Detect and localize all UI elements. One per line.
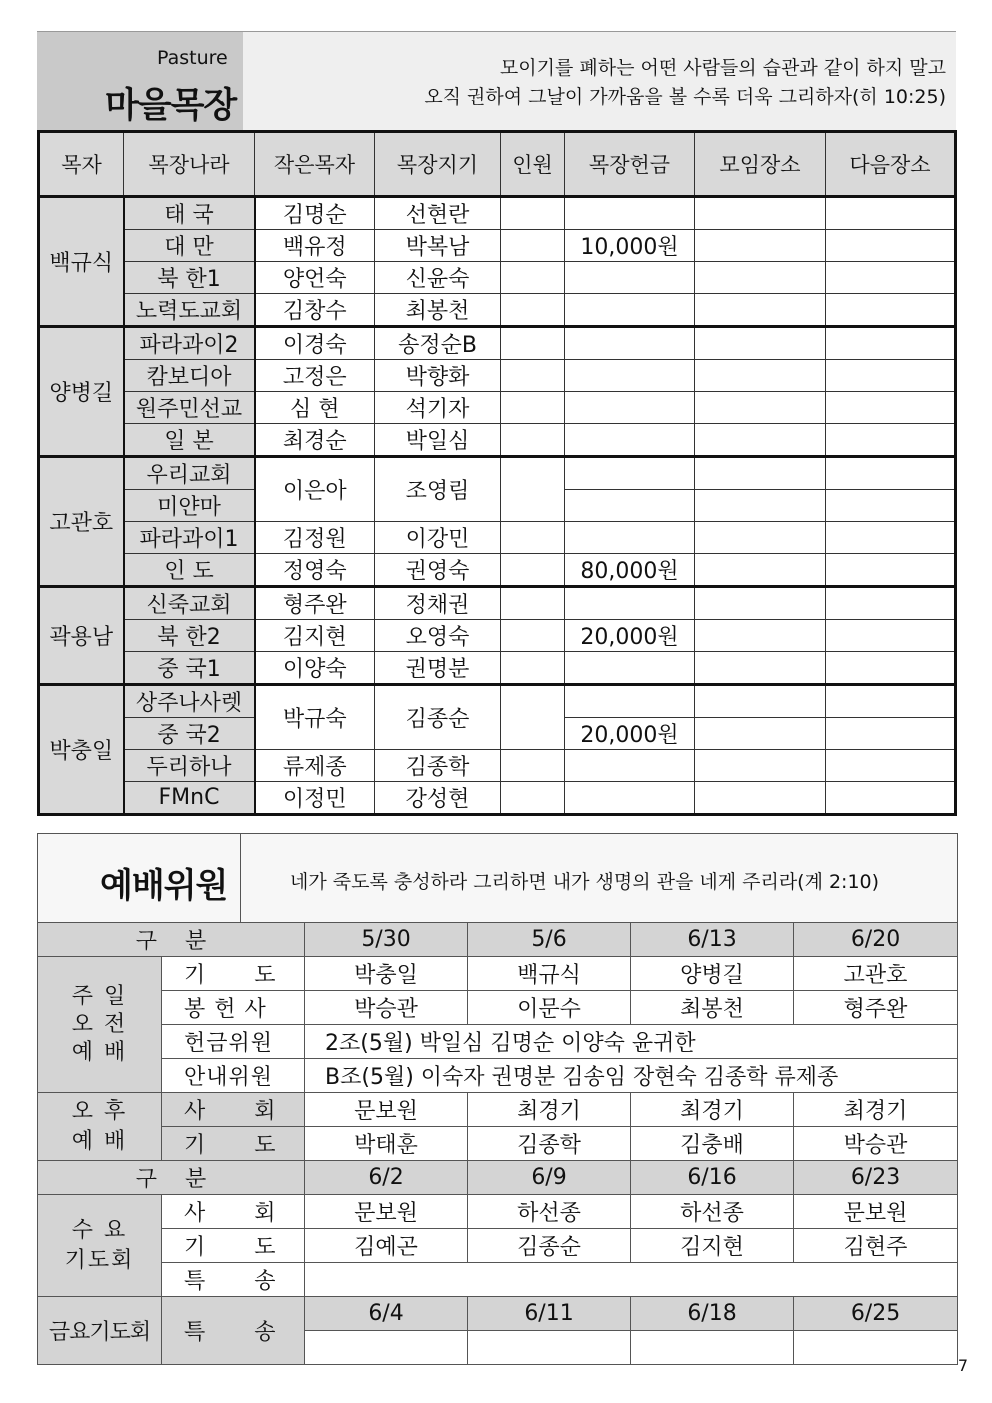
sunday-offertory: 박승관 [305, 991, 468, 1025]
meeting-place [695, 327, 826, 360]
country-name: 중 국1 [124, 652, 255, 685]
pasture-verse [424, 54, 946, 112]
pasture-row [39, 360, 956, 392]
worship-table [37, 922, 958, 1365]
guide-committee: B조(5월) 이숙자 권명분 김송임 장현숙 김종학 류제종 [305, 1059, 958, 1093]
wed-special-row [38, 1263, 958, 1297]
offering-amount: 80,000원 [565, 554, 695, 587]
pasture-row [39, 230, 956, 262]
country-name: 노력도교회 [124, 294, 255, 327]
offering-amount [565, 360, 695, 392]
pasture-row [39, 392, 956, 424]
next-place [826, 392, 956, 424]
pasture-label-box [37, 32, 243, 131]
next-place [826, 327, 956, 360]
meeting-place [695, 652, 826, 685]
wed-date: 6/2 [305, 1161, 468, 1195]
country-name: 대 만 [124, 230, 255, 262]
offering-amount [565, 294, 695, 327]
wed-special-empty [305, 1263, 958, 1297]
small-shepherd: 심 현 [255, 392, 375, 424]
pasture-row [39, 522, 956, 554]
pasture-header [37, 31, 956, 131]
offering-amount [565, 685, 695, 718]
pasture-keeper: 오영숙 [375, 620, 501, 652]
fri-value-empty [468, 1331, 631, 1365]
pasture-header-row [39, 132, 956, 197]
country-name: 북 한2 [124, 620, 255, 652]
pm-host: 최경기 [631, 1093, 794, 1127]
wed-prayer: 김예곤 [305, 1229, 468, 1263]
small-shepherd: 이양숙 [255, 652, 375, 685]
pasture-keeper: 권영숙 [375, 554, 501, 587]
wed-host: 하선종 [631, 1195, 794, 1229]
sunday-offertory: 이문수 [468, 991, 631, 1025]
column-header: 작은목자 [255, 132, 375, 197]
guide-committee-label: 안내위원 [162, 1059, 305, 1093]
sunday-date-row [38, 923, 958, 957]
country-name: 신죽교회 [124, 587, 255, 620]
meeting-place [695, 718, 826, 750]
wed-host: 문보원 [305, 1195, 468, 1229]
fri-value-empty [794, 1331, 958, 1365]
worship-header [37, 833, 958, 924]
column-header: 목자 [39, 132, 124, 197]
country-name: 캄보디아 [124, 360, 255, 392]
wed-date: 6/23 [794, 1161, 958, 1195]
offering-amount: 20,000원 [565, 620, 695, 652]
meeting-place [695, 620, 826, 652]
next-place [826, 718, 956, 750]
small-shepherd: 고정은 [255, 360, 375, 392]
pasture-keeper: 조영림 [375, 457, 501, 522]
pasture-keeper: 박일심 [375, 424, 501, 457]
pasture-keeper: 박복남 [375, 230, 501, 262]
small-shepherd: 이정민 [255, 782, 375, 815]
sunday-offertory: 형주완 [794, 991, 958, 1025]
pasture-keeper: 선현란 [375, 197, 501, 230]
leader-name: 양병길 [39, 327, 124, 457]
wed-date-row [38, 1161, 958, 1195]
next-place [826, 230, 956, 262]
pasture-row [39, 620, 956, 652]
sunday-date: 6/13 [631, 923, 794, 957]
column-header: 모임장소 [695, 132, 826, 197]
fri-date: 6/11 [468, 1297, 631, 1331]
sunday-date: 5/30 [305, 923, 468, 957]
small-shepherd: 정영숙 [255, 554, 375, 587]
offering-amount: 20,000원 [565, 718, 695, 750]
country-name: 일 본 [124, 424, 255, 457]
sunday-date: 5/6 [468, 923, 631, 957]
wed-prayer: 김지현 [631, 1229, 794, 1263]
sunday-prayer: 박충일 [305, 957, 468, 991]
meeting-place [695, 587, 826, 620]
pasture-row [39, 424, 956, 457]
member-count [501, 587, 565, 620]
meeting-place [695, 424, 826, 457]
guide-committee-row [38, 1059, 958, 1093]
country-name: 북 한1 [124, 262, 255, 294]
pm-prayer: 김종학 [468, 1127, 631, 1161]
wed-host: 하선종 [468, 1195, 631, 1229]
wed-label: 수 요 기도회 [38, 1195, 162, 1297]
offering-amount [565, 262, 695, 294]
member-count [501, 424, 565, 457]
offering-amount [565, 750, 695, 782]
leader-name: 곽용남 [39, 587, 124, 685]
meeting-place [695, 294, 826, 327]
country-name: 인 도 [124, 554, 255, 587]
sunday-prayer: 양병길 [631, 957, 794, 991]
pasture-row [39, 587, 956, 620]
pasture-verse-line1: 모이기를 폐하는 어떤 사람들의 습관과 같이 하지 말고 [499, 57, 946, 79]
small-shepherd: 김지현 [255, 620, 375, 652]
country-name: 우리교회 [124, 457, 255, 490]
meeting-place [695, 392, 826, 424]
gubun-label: 구 분 [38, 923, 305, 957]
member-count [501, 262, 565, 294]
meeting-place [695, 230, 826, 262]
meeting-place [695, 685, 826, 718]
pasture-row [39, 197, 956, 230]
offertory-label: 봉 헌 사 [162, 991, 305, 1025]
member-count [501, 197, 565, 230]
pasture-keeper: 신윤숙 [375, 262, 501, 294]
pm-prayer: 김충배 [631, 1127, 794, 1161]
small-shepherd: 박규숙 [255, 685, 375, 750]
small-shepherd: 양언숙 [255, 262, 375, 294]
country-name: 미얀마 [124, 490, 255, 522]
pasture-keeper: 김종순 [375, 685, 501, 750]
next-place [826, 554, 956, 587]
small-shepherd: 이경숙 [255, 327, 375, 360]
next-place [826, 424, 956, 457]
country-name: 파라과이2 [124, 327, 255, 360]
offering-amount [565, 522, 695, 554]
pasture-label-ko: 마을목장 [105, 86, 237, 126]
meeting-place [695, 360, 826, 392]
small-shepherd: 김명순 [255, 197, 375, 230]
prayer-label: 기 도 [162, 1127, 305, 1161]
next-place [826, 262, 956, 294]
sunday-offertory: 최봉천 [631, 991, 794, 1025]
worship-verse: 네가 죽도록 충성하라 그리하면 내가 생명의 관을 네게 주리라(계 2:10) [290, 871, 880, 893]
country-name: 원주민선교 [124, 392, 255, 424]
next-place [826, 685, 956, 718]
member-count [501, 327, 565, 360]
pasture-keeper: 김종학 [375, 750, 501, 782]
column-header: 목장나라 [124, 132, 255, 197]
next-place [826, 360, 956, 392]
meeting-place [695, 197, 826, 230]
meeting-place [695, 782, 826, 815]
sunday-pm-label: 오 후 예 배 [38, 1093, 162, 1161]
meeting-place [695, 554, 826, 587]
pasture-row [39, 652, 956, 685]
pm-prayer-row [38, 1127, 958, 1161]
pasture-row [39, 685, 956, 718]
pasture-keeper: 석기자 [375, 392, 501, 424]
pasture-keeper: 이강민 [375, 522, 501, 554]
offering-amount [565, 587, 695, 620]
small-shepherd: 이은아 [255, 457, 375, 522]
pasture-row [39, 294, 956, 327]
next-place [826, 620, 956, 652]
fri-date: 6/4 [305, 1297, 468, 1331]
worship-label-ko: 예배위원 [100, 866, 228, 906]
member-count [501, 750, 565, 782]
wed-prayer: 김종순 [468, 1229, 631, 1263]
pm-host: 최경기 [468, 1093, 631, 1127]
small-shepherd: 백유정 [255, 230, 375, 262]
offering-amount [565, 392, 695, 424]
pm-host-row [38, 1093, 958, 1127]
member-count [501, 230, 565, 262]
pasture-keeper: 권명분 [375, 652, 501, 685]
sunday-prayer: 고관호 [794, 957, 958, 991]
pm-prayer: 박태훈 [305, 1127, 468, 1161]
country-name: FMnC [124, 782, 255, 815]
country-name: 중 국2 [124, 718, 255, 750]
offering-committee-row [38, 1025, 958, 1059]
small-shepherd: 류제종 [255, 750, 375, 782]
pasture-row [39, 554, 956, 587]
sunday-am-label: 주 일 오 전 예 배 [38, 957, 162, 1093]
sunday-offertory-row [38, 991, 958, 1025]
pasture-verse-line2: 오직 권하여 그날이 가까움을 볼 수록 더욱 그리하자(히 10:25) [424, 86, 946, 108]
next-place [826, 652, 956, 685]
column-header: 인원 [501, 132, 565, 197]
wed-date: 6/9 [468, 1161, 631, 1195]
next-place [826, 457, 956, 490]
offering-amount [565, 424, 695, 457]
offering-amount [565, 782, 695, 815]
meeting-place [695, 750, 826, 782]
small-shepherd: 형주완 [255, 587, 375, 620]
worship-label-box [38, 834, 241, 923]
offering-amount [565, 457, 695, 490]
next-place [826, 587, 956, 620]
host-label: 사 회 [162, 1093, 305, 1127]
member-count [501, 782, 565, 815]
pasture-keeper: 박향화 [375, 360, 501, 392]
meeting-place [695, 490, 826, 522]
sunday-date: 6/20 [794, 923, 958, 957]
fri-date: 6/25 [794, 1297, 958, 1331]
leader-name: 박충일 [39, 685, 124, 815]
member-count [501, 392, 565, 424]
member-count [501, 652, 565, 685]
fri-date-row [38, 1297, 958, 1331]
offering-amount [565, 490, 695, 522]
sunday-prayer: 백규식 [468, 957, 631, 991]
sunday-prayer-row [38, 957, 958, 991]
page-number: 7 [957, 1356, 968, 1375]
next-place [826, 490, 956, 522]
fri-value-empty [631, 1331, 794, 1365]
next-place [826, 294, 956, 327]
member-count [501, 457, 565, 522]
meeting-place [695, 457, 826, 490]
small-shepherd: 최경순 [255, 424, 375, 457]
country-name: 상주나사렛 [124, 685, 255, 718]
small-shepherd: 김창수 [255, 294, 375, 327]
prayer-label: 기 도 [162, 957, 305, 991]
country-name: 파라과이1 [124, 522, 255, 554]
wed-host: 문보원 [794, 1195, 958, 1229]
pasture-row [39, 327, 956, 360]
fri-special-label: 특 송 [162, 1297, 305, 1365]
pasture-keeper: 최봉천 [375, 294, 501, 327]
pasture-keeper: 정채권 [375, 587, 501, 620]
wed-date: 6/16 [631, 1161, 794, 1195]
member-count [501, 294, 565, 327]
offering-amount: 10,000원 [565, 230, 695, 262]
column-header: 목장헌금 [565, 132, 695, 197]
next-place [826, 522, 956, 554]
meeting-place [695, 262, 826, 294]
pasture-row [39, 782, 956, 815]
special-label: 특 송 [162, 1263, 305, 1297]
fri-date: 6/18 [631, 1297, 794, 1331]
pm-prayer: 박승관 [794, 1127, 958, 1161]
offering-committee: 2조(5월) 박일심 김명순 이양숙 윤귀한 [305, 1025, 958, 1059]
meeting-place [695, 522, 826, 554]
fri-value-empty [305, 1331, 468, 1365]
pasture-keeper: 강성현 [375, 782, 501, 815]
wed-host-row [38, 1195, 958, 1229]
wed-prayer-row [38, 1229, 958, 1263]
pm-host: 최경기 [794, 1093, 958, 1127]
member-count [501, 360, 565, 392]
pasture-row [39, 262, 956, 294]
offering-amount [565, 652, 695, 685]
pasture-table [37, 130, 957, 816]
pasture-row [39, 750, 956, 782]
country-name: 두리하나 [124, 750, 255, 782]
next-place [826, 197, 956, 230]
offering-amount [565, 197, 695, 230]
member-count [501, 685, 565, 750]
pm-host: 문보원 [305, 1093, 468, 1127]
member-count [501, 554, 565, 587]
member-count [501, 522, 565, 554]
leader-name: 백규식 [39, 197, 124, 327]
offering-committee-label: 헌금위원 [162, 1025, 305, 1059]
gubun-label: 구 분 [38, 1161, 305, 1195]
pasture-row [39, 457, 956, 490]
prayer-label: 기 도 [162, 1229, 305, 1263]
offering-amount [565, 327, 695, 360]
small-shepherd: 김정원 [255, 522, 375, 554]
next-place [826, 750, 956, 782]
fri-label: 금요기도회 [38, 1297, 162, 1365]
country-name: 태 국 [124, 197, 255, 230]
member-count [501, 620, 565, 652]
next-place [826, 782, 956, 815]
pasture-keeper: 송정순B [375, 327, 501, 360]
column-header: 목장지기 [375, 132, 501, 197]
column-header: 다음장소 [826, 132, 956, 197]
leader-name: 고관호 [39, 457, 124, 587]
wed-prayer: 김현주 [794, 1229, 958, 1263]
host-label: 사 회 [162, 1195, 305, 1229]
pasture-label-en: Pasture [157, 47, 228, 69]
